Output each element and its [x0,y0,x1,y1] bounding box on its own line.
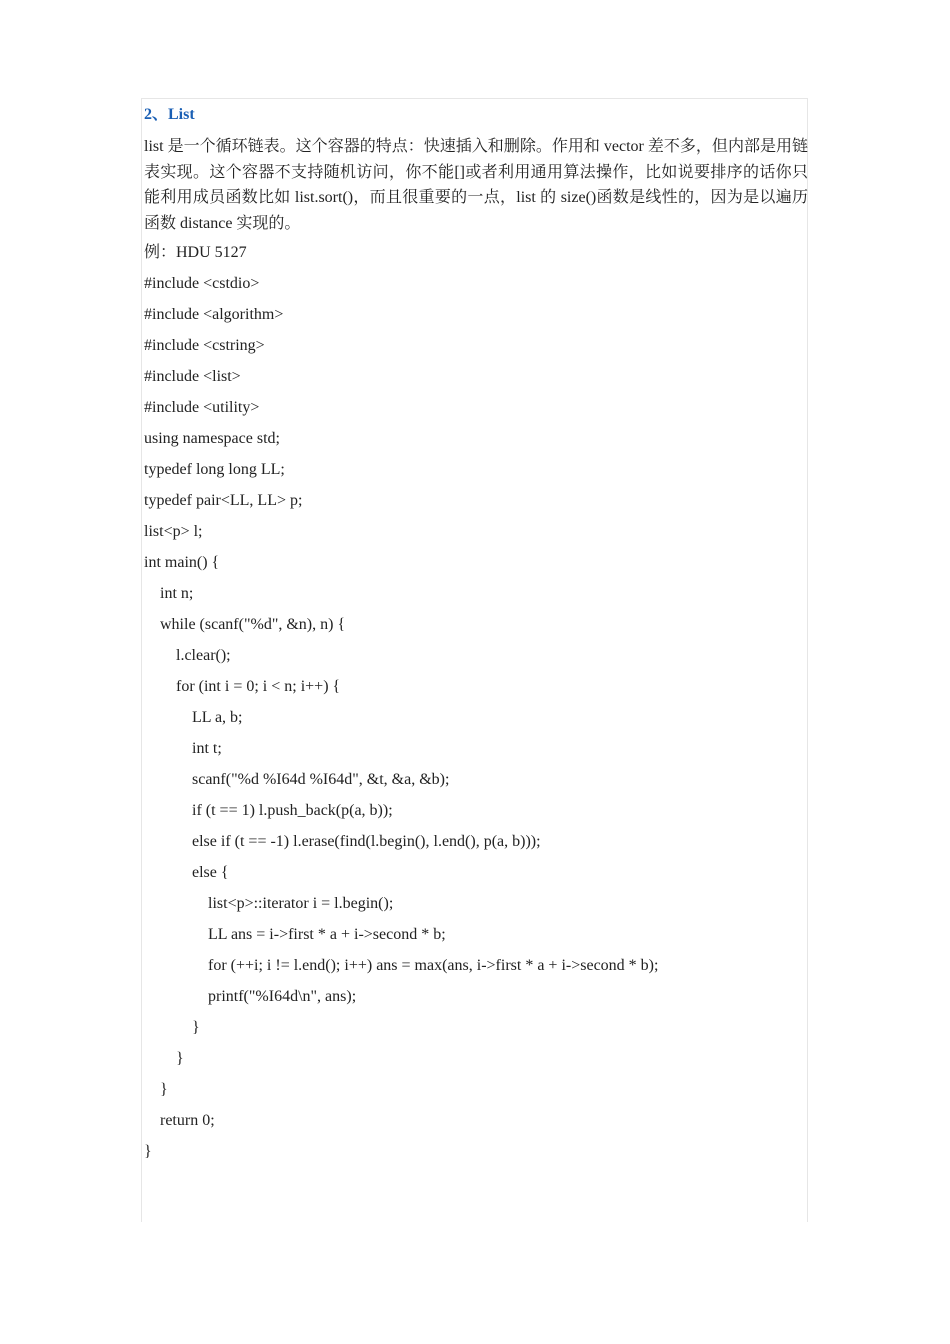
code-line: scanf("%d %I64d %I64d", &t, &a, &b); [144,771,450,788]
code-line: typedef pair<LL, LL> p; [144,492,303,509]
code-line: #include <list> [144,368,241,385]
code-line: #include <algorithm> [144,306,284,323]
code-line: #include <cstdio> [144,275,260,292]
code-line: else if (t == -1) l.erase(find(l.begin(), l.end(), p(a, b))); [144,833,541,850]
code-line: for (++i; i != l.end(); i++) ans = max(ans, i->first * a + i->second * b); [144,957,659,974]
intro-paragraph: list 是一个循环链表。这个容器的特点：快速插入和删除。作用和 vector 差不多，但内部是用链表实现。这个容器不支持随机访问，你不能[]或者利用通用算法操作，比如说要排序的话你只能利用成员函数比如 list.sort()，而且很重要的一点，list 的 size()函数是线性的，因为是以遍历函数 distance 实现的。 [144,138,808,232]
example-label: 例：HDU 5127 [144,244,247,261]
code-line: } [144,1081,168,1098]
section-heading: 2、List [144,106,195,123]
code-line: LL ans = i->first * a + i->second * b; [144,926,446,943]
code-line: list<p>::iterator i = l.begin(); [144,895,394,912]
code-line: LL a, b; [144,709,243,726]
code-line: printf("%I64d\n", ans); [144,988,357,1005]
code-line: if (t == 1) l.push_back(p(a, b)); [144,802,393,819]
code-line: else { [144,864,229,881]
code-line: l.clear(); [144,647,231,664]
code-block [144,273,658,1172]
code-line: #include <cstring> [144,337,265,354]
code-line: return 0; [144,1112,215,1129]
code-line: using namespace std; [144,430,280,447]
code-line: int n; [144,585,194,602]
code-line: for (int i = 0; i < n; i++) { [144,678,341,695]
code-line: while (scanf("%d", &n), n) { [144,616,346,633]
code-line: int t; [144,740,222,757]
code-line: } [144,1143,152,1160]
code-line: int main() { [144,554,220,571]
code-line: } [144,1050,184,1067]
code-line: list<p> l; [144,523,203,540]
code-line: typedef long long LL; [144,461,285,478]
code-line: } [144,1019,200,1036]
code-line: #include <utility> [144,399,260,416]
